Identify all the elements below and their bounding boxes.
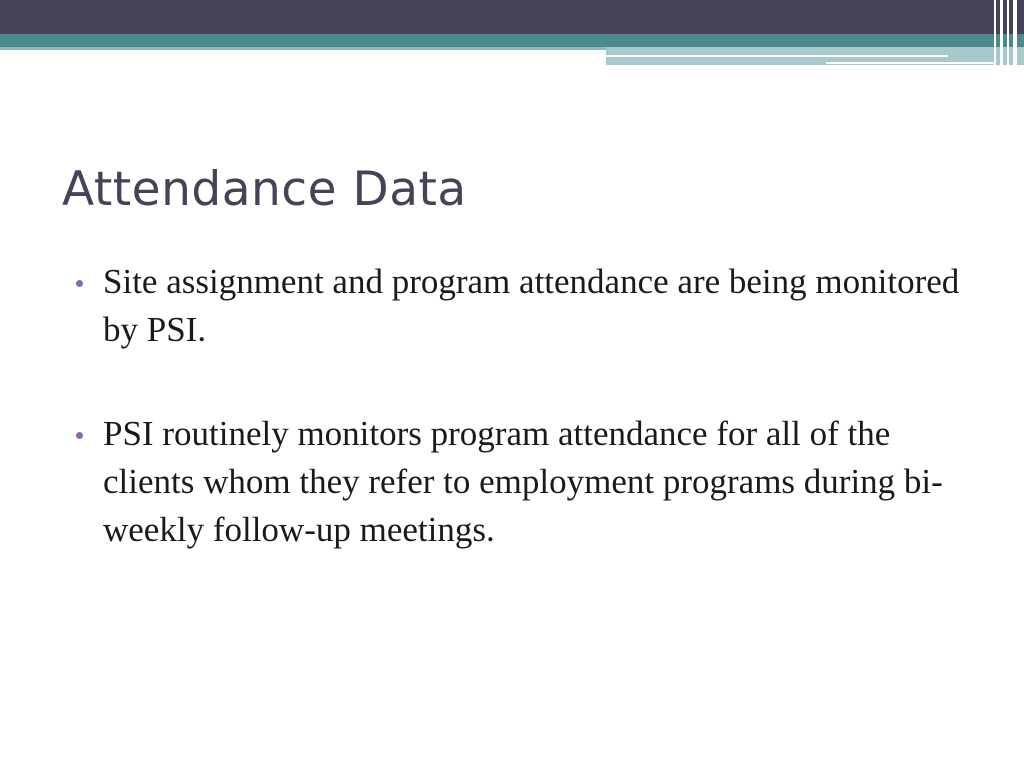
- bullet-item: [76, 410, 976, 554]
- slide-title: Attendance Data: [62, 162, 467, 217]
- header-decoration: [0, 0, 1024, 70]
- bullet-list: [76, 258, 976, 610]
- header-stripe: [994, 0, 996, 70]
- header-accent-line: [826, 62, 996, 64]
- header-stripes: [990, 0, 1024, 70]
- bullet-text: Site assignment and program attendance are being monitored by PSI.: [103, 262, 960, 349]
- header-stripe: [1013, 0, 1017, 70]
- header-stripe: [1000, 0, 1003, 70]
- bullet-dot-icon: [76, 280, 83, 287]
- header-accent-line: [606, 55, 948, 57]
- bullet-item: [76, 258, 976, 354]
- header-stripe: [1007, 0, 1009, 70]
- header-dark-band: [0, 0, 1024, 34]
- header-accent-gap: [606, 66, 826, 70]
- header-teal-band: [0, 34, 1024, 47]
- bullet-text: PSI routinely monitors program attendance for all of the clients whom they refer to employment programs during bi-weekly follow-up meetings.: [103, 414, 943, 549]
- header-light-teal-line: [0, 47, 606, 50]
- bullet-dot-icon: [76, 432, 83, 439]
